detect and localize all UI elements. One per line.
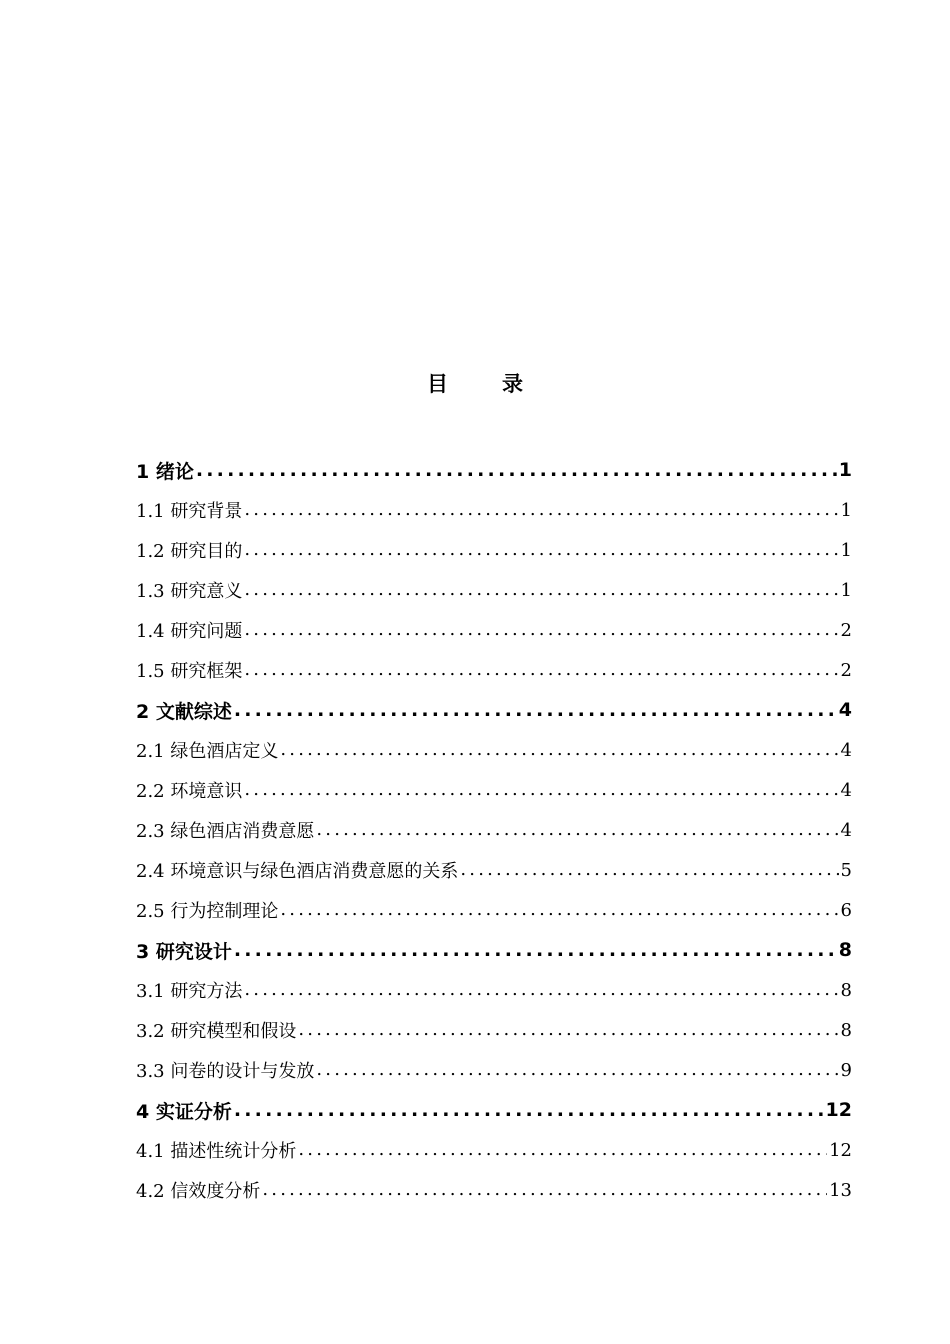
toc-entry-label: 3 研究设计 [136,940,232,963]
toc-entry[interactable] [136,530,852,570]
toc-leader-dots [280,741,838,759]
toc-entry[interactable] [136,570,852,610]
toc-leader-dots [244,501,838,519]
toc-leader-dots [298,1021,838,1039]
toc-entry[interactable] [136,1010,852,1050]
toc-list [136,450,852,1210]
toc-leader-dots [262,1181,827,1199]
toc-entry-page-number: 5 [840,859,852,881]
toc-leader-dots [234,1101,824,1120]
toc-entry-page-number: 12 [825,1099,852,1121]
toc-entry[interactable] [136,810,852,850]
toc-entry-label: 1.2 研究目的 [136,541,243,562]
toc-entry[interactable] [136,1090,852,1130]
toc-entry[interactable] [136,1170,852,1210]
toc-entry[interactable] [136,770,852,810]
toc-leader-dots [316,821,838,839]
toc-entry-label: 1.4 研究问题 [136,621,243,642]
toc-entry-page-number: 9 [840,1059,852,1081]
toc-leader-dots [234,701,837,720]
toc-entry-label: 2.1 绿色酒店定义 [136,741,279,762]
toc-entry[interactable] [136,1050,852,1090]
toc-entry-page-number: 2 [840,659,852,681]
toc-leader-dots [196,461,837,480]
toc-title-left: 目 [427,372,448,396]
toc-entry-page-number: 12 [829,1139,852,1161]
toc-entry[interactable] [136,890,852,930]
toc-entry-label: 2.3 绿色酒店消费意愿 [136,821,315,842]
toc-entry-label: 4.2 信效度分析 [136,1181,261,1202]
toc-entry-page-number: 2 [840,619,852,641]
toc-entry-label: 2.4 环境意识与绿色酒店消费意愿的关系 [136,861,459,882]
toc-entry-label: 1.1 研究背景 [136,501,243,522]
toc-entry-page-number: 6 [840,899,852,921]
toc-leader-dots [460,861,838,879]
toc-leader-dots [244,781,838,799]
toc-title-right: 录 [502,372,523,396]
toc-entry-page-number: 13 [829,1179,852,1201]
toc-entry[interactable] [136,730,852,770]
toc-entry[interactable] [136,850,852,890]
toc-entry-label: 3.2 研究模型和假设 [136,1021,297,1042]
toc-entry-label: 1.3 研究意义 [136,581,243,602]
toc-entry-page-number: 8 [838,939,852,961]
toc-leader-dots [234,941,837,960]
toc-entry[interactable] [136,1130,852,1170]
toc-entry-label: 4.1 描述性统计分析 [136,1141,297,1162]
toc-entry[interactable] [136,610,852,650]
toc-leader-dots [244,581,838,599]
toc-leader-dots [316,1061,838,1079]
toc-leader-dots [280,901,838,919]
toc-leader-dots [244,661,838,679]
toc-entry-label: 2.2 环境意识 [136,781,243,802]
toc-entry-label: 4 实证分析 [136,1100,232,1123]
toc-leader-dots [244,541,838,559]
toc-entry-page-number: 1 [840,579,852,601]
toc-entry-label: 1 绪论 [136,460,194,483]
toc-entry-page-number: 8 [840,979,852,1001]
toc-entry-label: 2 文献综述 [136,700,232,723]
toc-entry-page-number: 1 [838,459,852,481]
toc-entry[interactable] [136,930,852,970]
toc-entry-label: 2.5 行为控制理论 [136,901,279,922]
toc-entry-page-number: 4 [840,779,852,801]
toc-entry-page-number: 8 [840,1019,852,1041]
toc-entry[interactable] [136,650,852,690]
toc-leader-dots [244,621,838,639]
toc-entry-label: 3.1 研究方法 [136,981,243,1002]
toc-title [0,368,950,398]
toc-entry-label: 1.5 研究框架 [136,661,243,682]
toc-entry-page-number: 4 [840,739,852,761]
toc-leader-dots [244,981,838,999]
toc-entry-label: 3.3 问卷的设计与发放 [136,1061,315,1082]
toc-leader-dots [298,1141,827,1159]
toc-entry[interactable] [136,450,852,490]
toc-entry-page-number: 4 [840,819,852,841]
toc-entry-page-number: 1 [840,499,852,521]
toc-entry-page-number: 4 [838,699,852,721]
toc-entry[interactable] [136,690,852,730]
toc-entry[interactable] [136,970,852,1010]
toc-entry[interactable] [136,490,852,530]
toc-entry-page-number: 1 [840,539,852,561]
